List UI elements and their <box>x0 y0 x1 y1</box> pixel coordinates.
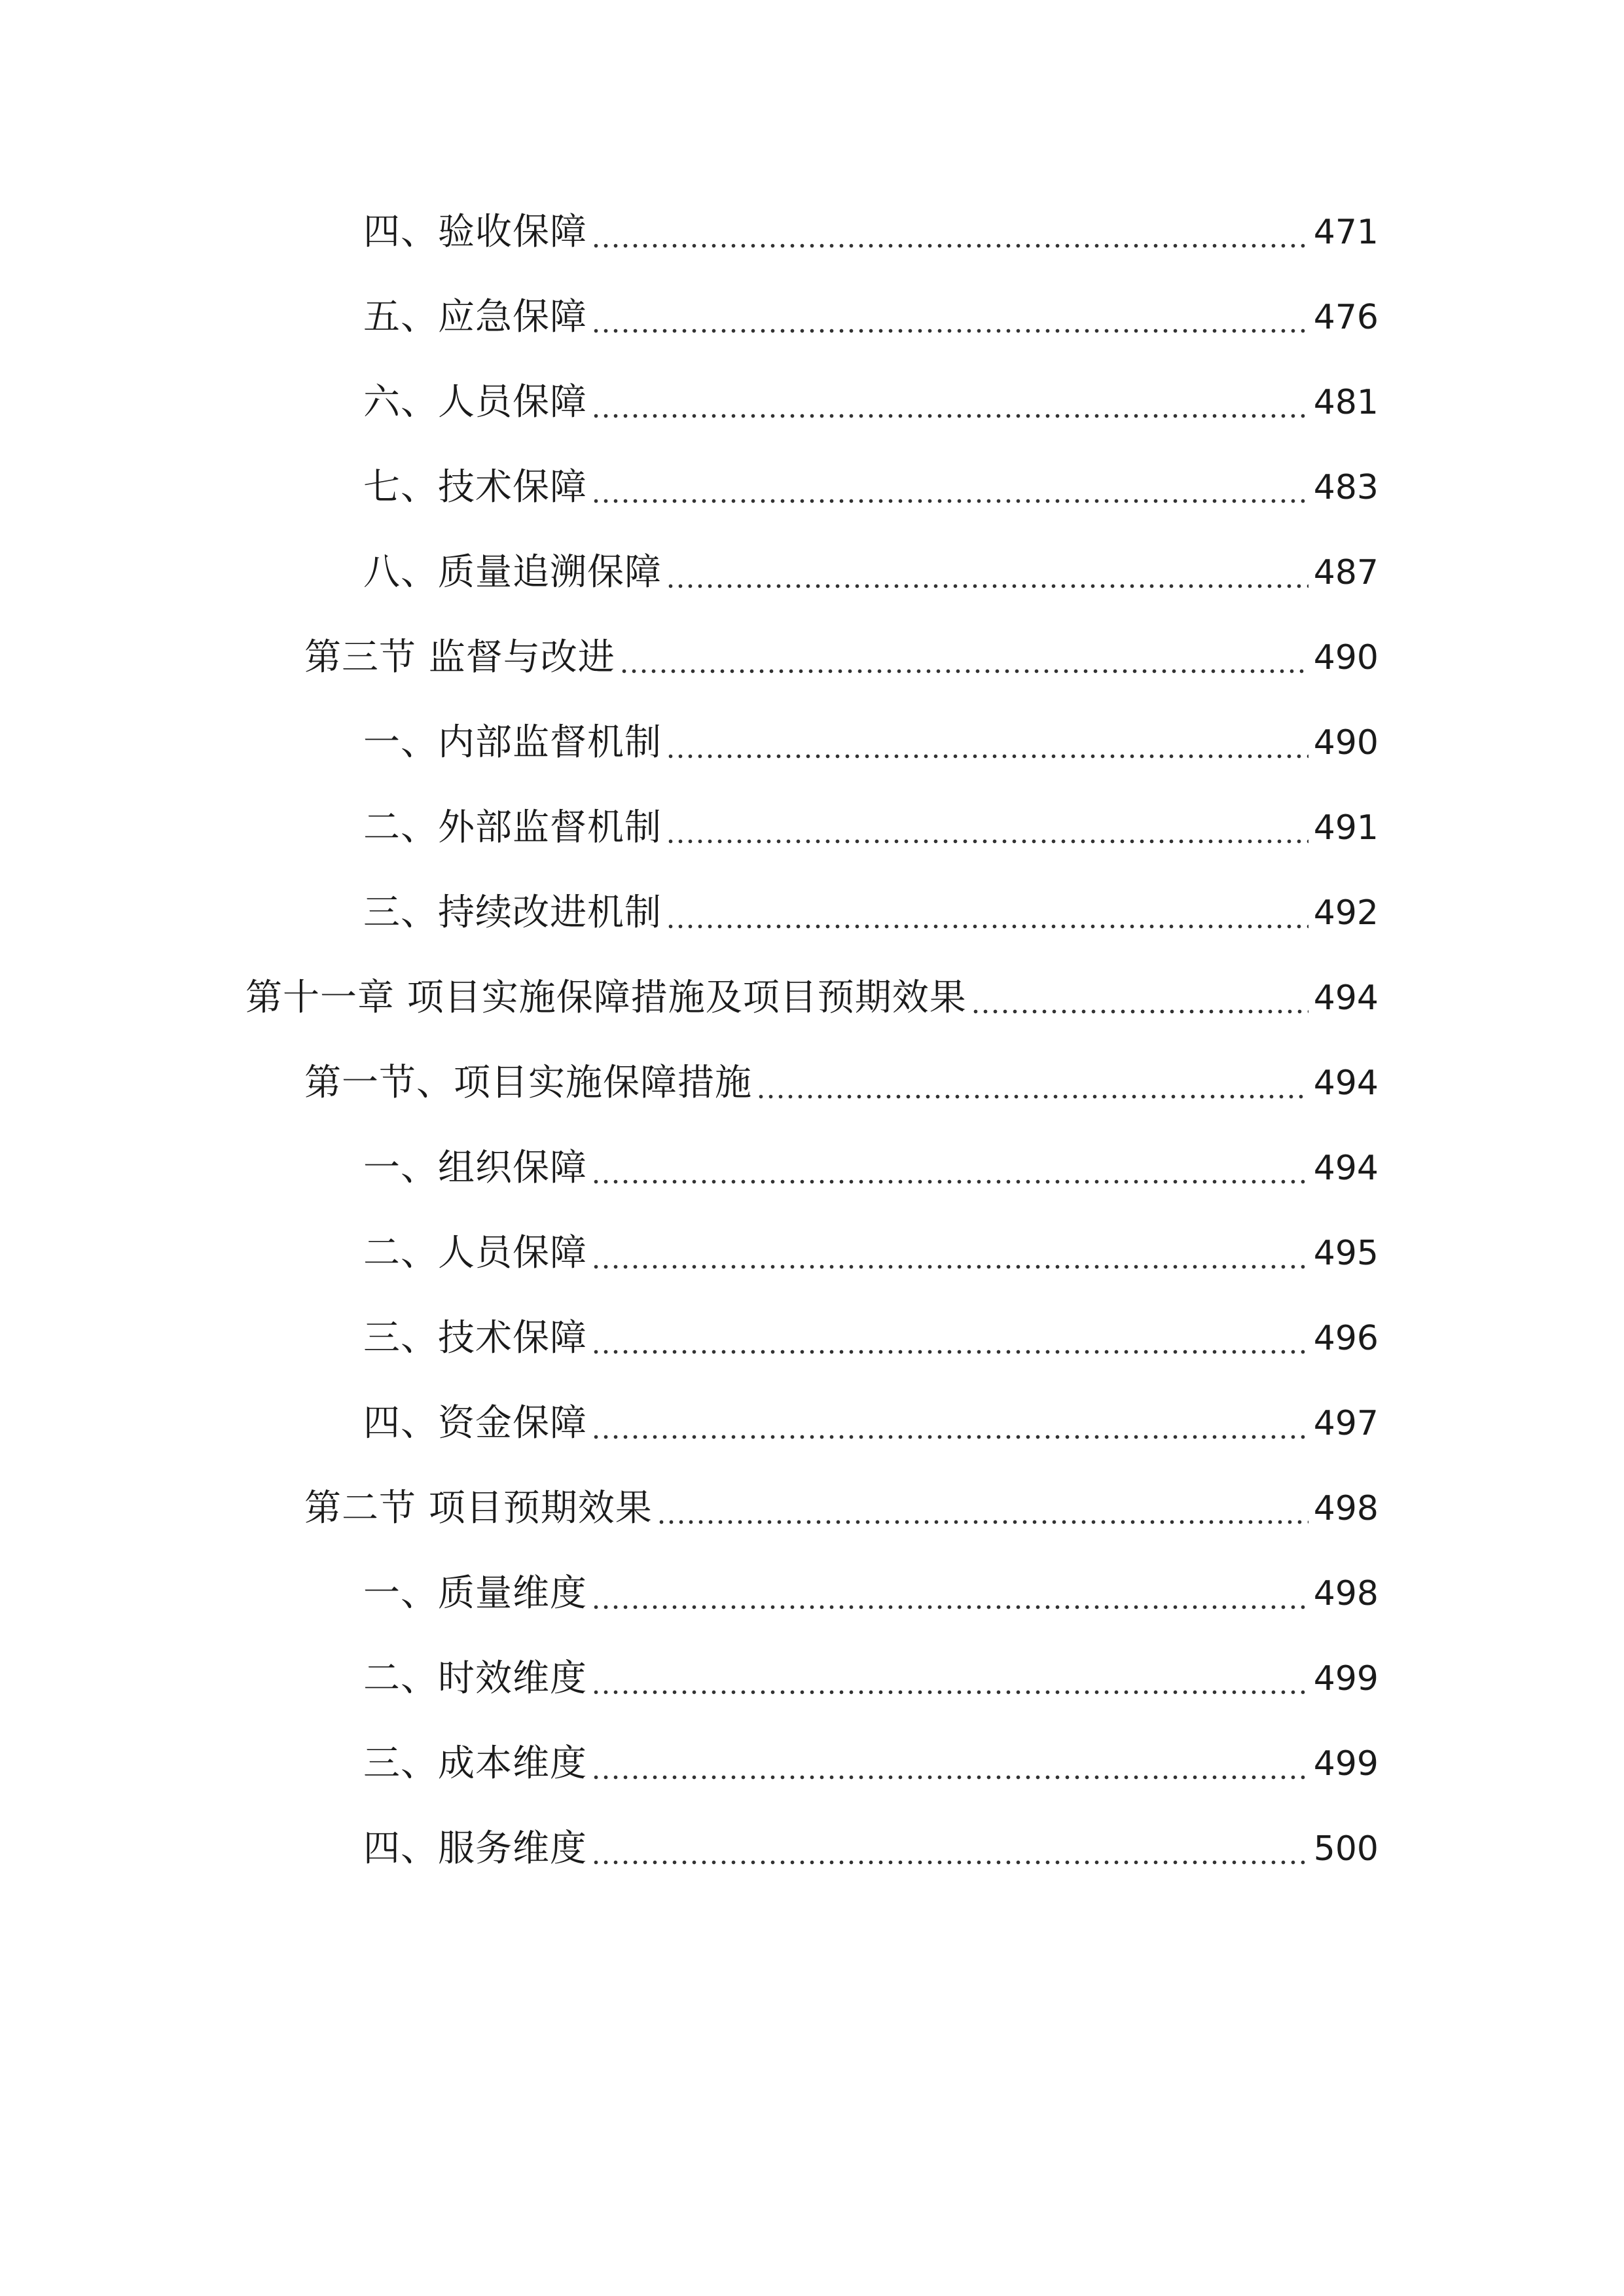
toc-entry-page-number: 494 <box>1313 1064 1379 1103</box>
toc-entry-page-number: 498 <box>1313 1574 1379 1613</box>
toc-entry-personnel-guarantee[interactable] <box>0 360 1624 445</box>
dot-leader <box>591 1746 1308 1782</box>
toc-entry-title: 第三节 监督与改进 <box>304 636 615 679</box>
toc-entry-quality-dimension[interactable] <box>0 1551 1624 1636</box>
toc-entry-page-number: 499 <box>1313 1659 1379 1698</box>
toc-entry-page-number: 496 <box>1313 1319 1379 1358</box>
toc-entry-title: 第一节、项目实施保障措施 <box>304 1062 752 1104</box>
toc-entry-page-number: 495 <box>1313 1234 1379 1273</box>
toc-entry-title: 第二节 项目预期效果 <box>304 1487 653 1530</box>
dot-leader <box>591 384 1308 421</box>
dot-leader <box>591 469 1308 506</box>
toc-entry-title: 三、技术保障 <box>363 1317 587 1359</box>
dot-leader <box>971 980 1308 1016</box>
toc-entry-acceptance-guarantee[interactable] <box>0 190 1624 275</box>
toc-entry-page-number: 471 <box>1313 213 1379 252</box>
toc-entry-page-number: 500 <box>1313 1829 1379 1869</box>
toc-section-supervision[interactable] <box>0 615 1624 700</box>
dot-leader <box>666 810 1308 846</box>
toc-entry-page-number: 491 <box>1313 808 1379 848</box>
toc-entry-title: 二、人员保障 <box>363 1232 587 1274</box>
dot-leader <box>591 1150 1308 1187</box>
toc-entry-emergency-guarantee[interactable] <box>0 275 1624 360</box>
dot-leader <box>591 299 1308 336</box>
toc-entry-personnel-guarantee-2[interactable] <box>0 1211 1624 1296</box>
toc-entry-title: 五、应急保障 <box>363 296 587 338</box>
toc-entry-title: 四、资金保障 <box>363 1402 587 1444</box>
table-of-contents <box>0 190 1624 1892</box>
toc-entry-funding-guarantee[interactable] <box>0 1381 1624 1466</box>
toc-entry-technical-guarantee-2[interactable] <box>0 1296 1624 1381</box>
toc-entry-page-number: 498 <box>1313 1489 1379 1528</box>
toc-entry-page-number: 490 <box>1313 638 1379 677</box>
toc-entry-title: 八、质量追溯保障 <box>363 551 662 594</box>
toc-chapter-eleven[interactable] <box>0 956 1624 1041</box>
toc-entry-cost-dimension[interactable] <box>0 1721 1624 1806</box>
toc-entry-title: 一、内部监督机制 <box>363 721 662 764</box>
toc-entry-page-number: 481 <box>1313 383 1379 422</box>
toc-entry-organization-guarantee[interactable] <box>0 1126 1624 1211</box>
toc-entry-page-number: 494 <box>1313 1149 1379 1188</box>
toc-entry-page-number: 490 <box>1313 723 1379 762</box>
dot-leader <box>591 1405 1308 1442</box>
toc-entry-continuous-improvement[interactable] <box>0 870 1624 956</box>
toc-section-expected-effects[interactable] <box>0 1466 1624 1551</box>
toc-entry-service-dimension[interactable] <box>0 1806 1624 1892</box>
toc-entry-page-number: 494 <box>1313 978 1379 1018</box>
toc-entry-title: 四、验收保障 <box>363 211 587 253</box>
toc-entry-title: 一、组织保障 <box>363 1147 587 1189</box>
dot-leader <box>666 895 1308 931</box>
toc-entry-page-number: 483 <box>1313 468 1379 507</box>
dot-leader <box>657 1490 1308 1527</box>
dot-leader <box>591 1575 1308 1612</box>
toc-entry-title: 三、持续改进机制 <box>363 891 662 934</box>
toc-entry-title: 七、技术保障 <box>363 466 587 509</box>
toc-entry-technical-guarantee[interactable] <box>0 445 1624 530</box>
toc-section-implementation-measures[interactable] <box>0 1041 1624 1126</box>
toc-entry-title: 四、服务维度 <box>363 1827 587 1870</box>
toc-entry-page-number: 492 <box>1313 893 1379 933</box>
toc-entry-internal-supervision[interactable] <box>0 700 1624 785</box>
toc-entry-page-number: 497 <box>1313 1404 1379 1443</box>
toc-entry-title: 三、成本维度 <box>363 1742 587 1785</box>
dot-leader <box>619 639 1308 676</box>
toc-entry-page-number: 476 <box>1313 298 1379 337</box>
toc-entry-title: 二、外部监督机制 <box>363 806 662 849</box>
dot-leader <box>591 214 1308 251</box>
toc-entry-title: 第十一章 项目实施保障措施及项目预期效果 <box>245 977 967 1019</box>
toc-entry-quality-traceability[interactable] <box>0 530 1624 615</box>
dot-leader <box>591 1831 1308 1867</box>
toc-entry-timeliness-dimension[interactable] <box>0 1636 1624 1721</box>
toc-entry-title: 六、人员保障 <box>363 381 587 423</box>
dot-leader <box>591 1235 1308 1272</box>
toc-entry-title: 二、时效维度 <box>363 1657 587 1700</box>
dot-leader <box>591 1660 1308 1697</box>
dot-leader <box>666 725 1308 761</box>
toc-entry-title: 一、质量维度 <box>363 1572 587 1615</box>
toc-entry-page-number: 499 <box>1313 1744 1379 1784</box>
dot-leader <box>756 1065 1308 1102</box>
dot-leader <box>591 1320 1308 1357</box>
dot-leader <box>666 554 1308 591</box>
toc-entry-external-supervision[interactable] <box>0 785 1624 870</box>
toc-entry-page-number: 487 <box>1313 553 1379 592</box>
